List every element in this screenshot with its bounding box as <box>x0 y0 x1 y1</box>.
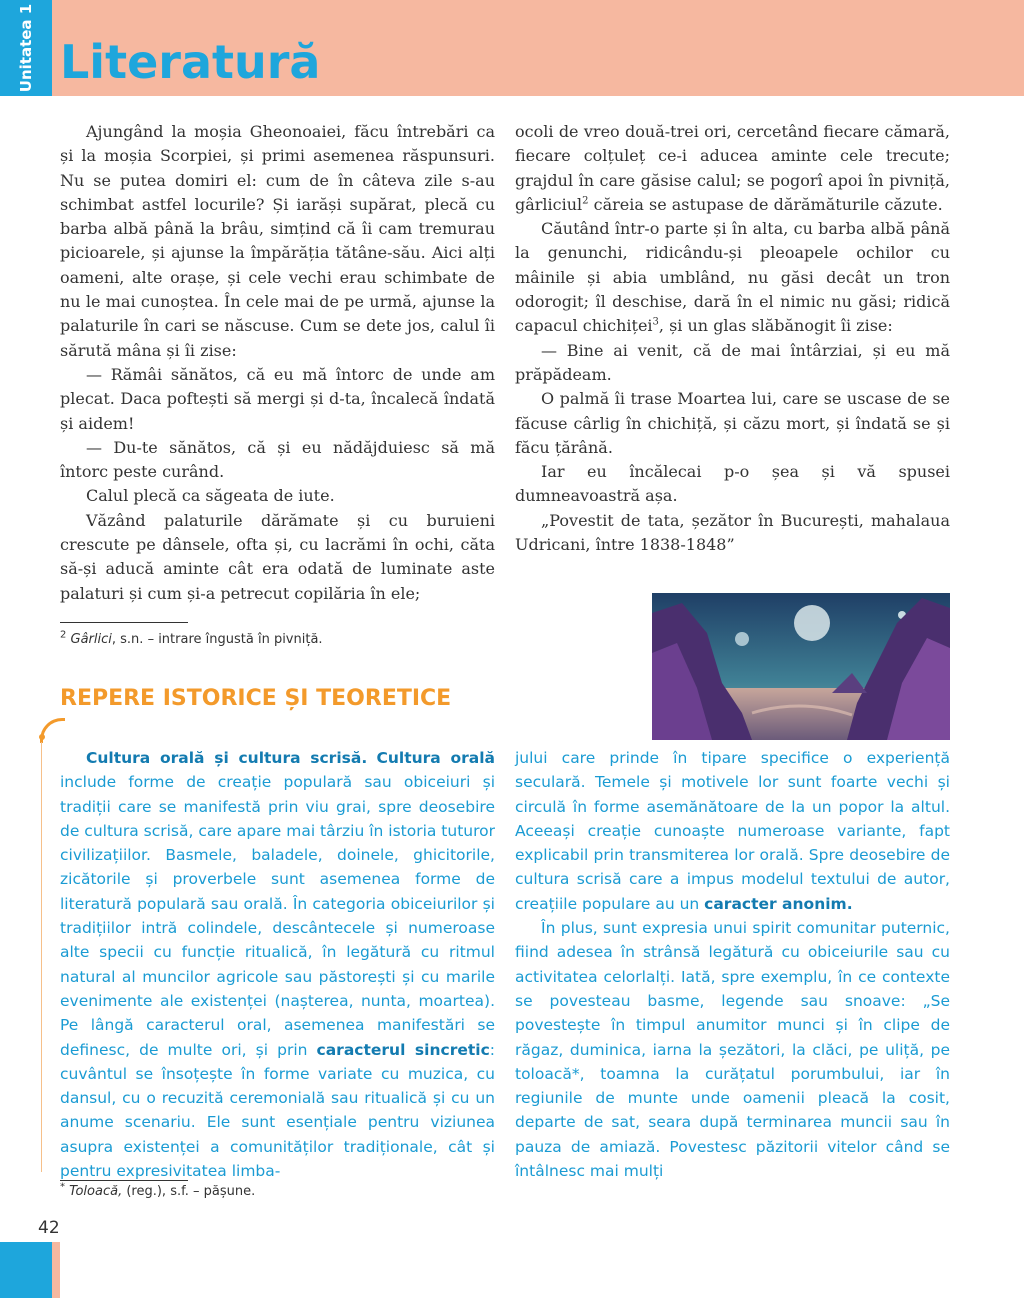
decorative-line <box>41 742 42 1172</box>
section-right-column <box>515 746 950 1183</box>
section-left-column <box>60 746 495 1183</box>
story-left-column <box>60 120 495 606</box>
page-number: 42 <box>38 1218 60 1238</box>
section-paragraph <box>60 746 495 1183</box>
footnote-rule <box>60 622 188 623</box>
footnote-text: , s.n. – intrare îngustă în pivniță. <box>111 632 323 647</box>
story-paragraph <box>515 217 950 338</box>
bold-term: Cultura orală <box>376 749 495 767</box>
footnote <box>60 629 323 647</box>
story-paragraph: — Bine ai venit, că de mai întârziai, și eu mă prăpădeam. <box>515 340 950 384</box>
footnote-term: Toloacă, <box>69 1184 123 1199</box>
story-paragraph: — Rămâi sănătos, că eu mă întorc de unde am plecat. Daca poftești să mergi și d-ta, încalecă îndată și aidem! <box>60 364 495 433</box>
footnote-number: 2 <box>60 629 67 641</box>
story-paragraph: Iar eu încălecai p-o șea și vă spusei dumneavoastră așa. <box>515 462 950 506</box>
story-paragraph: Calul plecă ca săgeata de iute. <box>86 486 335 506</box>
story-paragraph: „Povestit de tata, șezător în București, mahalaua Udricani, între 1838-1848” <box>515 510 950 555</box>
story-paragraph: Văzând palaturile dărămate și cu buruieni crescute pe dânsele, ofta și, cu lacrămi în ochi, căta să-și aducă aminte cât era odată de luminate aste palaturi și cum și-a petrecut copilăria în ele; <box>60 510 495 603</box>
bold-term: caracter anonim. <box>704 894 853 913</box>
section-heading: REPERE ISTORICE ȘI TEORETICE <box>60 686 452 711</box>
unit-label: Unitatea 1 <box>17 3 35 93</box>
section-text: jului care prinde în tipare specifice o experiență seculară. Temele și motivele lor sunt foarte vechi și circulă în forme asemănătoare de la un popor la altul. Aceeași creație cunoaște numeroase variante, fapt explicabil prin transmiterea lor orală. Spre deosebire de cultura scrisă care a impus modelul textului de autor, creațiile populare au un <box>515 749 950 913</box>
story-right-column <box>515 120 950 557</box>
footnote-ref: 2 <box>582 195 589 207</box>
corner-bar-accent <box>52 1242 60 1298</box>
footnote-ref: 3 <box>652 317 659 329</box>
section-text: include forme de creație populară sau obiceiuri și tradiții care se manifestă prin viu grai, spre deosebire de cultura scrisă, care apare mai târziu în istoria tuturor civilizațiilor. Basmele, baladele, doinele, ghicitorile, zicătorile și proverbele sunt asemenea forme de literatură populară sau orală. În categoria obiceiurilor și tradițiilor intră colindele, descântecele și numeroase alte specii cu funcție ritualică, în legătură cu ritmul natural al muncilor agricole sau păstorești și cu marile evenimente ale existenței (nașterea, nunta, moartea). Pe lângă caracterul oral, asemenea manifestări se definesc, de multe ori, și prin <box>60 773 495 1059</box>
story-text: căreia se astupase de dărămăturile căzute. <box>588 194 943 214</box>
story-text: ocoli de vreo două-trei ori, cercetând fiecare cămară, fiecare colțuleț ce-i aducea aminte cele trecute; grajdul în care găsise calul; se pogorî apoi în pivniță, gârliciul <box>515 122 950 214</box>
decorative-dot <box>39 734 45 740</box>
story-text: , și un glas slăbănogit îi zise: <box>658 316 893 336</box>
story-paragraph: Ajungând la moșia Gheonoaiei, făcu întrebări ca și la moșia Scorpiei, și primi asemenea răspunsuri. Nu se putea domiri el: cum de în câteva zile s-au schimbat astfel locurile? Și iarăși supărat, plecă cu barba albă până la brâu, simțind că îi cam tremurau picioarele, și ajunse la împărăția tătâne-său. Aici alți oameni, alte orașe, și cele vechi erau schimbate de nu le mai cunoștea. În cele mai de pe urmă, ajunse la palaturile în cari se născuse. Cum se dete jos, calul îi sărută mâna și îi zise: <box>60 122 495 360</box>
footnote-term: Gârlici <box>70 632 112 647</box>
footnote-rule <box>60 1180 188 1181</box>
story-paragraph: O palmă îi trase Moartea lui, care se uscase de se făcuse cârlig în chichiță, și căzu mort, și îndată se și făcu țărână. <box>515 389 950 457</box>
page-title: Literatură <box>60 35 321 89</box>
story-paragraph: — Du-te sănătos, că și eu nădăjduiesc să mă întorc peste curând. <box>60 437 495 482</box>
bold-term: Cultura orală și cultura scrisă. <box>86 749 368 767</box>
fantasy-landscape-illustration <box>652 593 950 740</box>
footnote-mark: * <box>60 1181 65 1193</box>
story-text: Căutând într-o parte și în alta, cu barba albă până la genunchi, ridicându-și pleoapele ochilor cu mâinile și abia umblând, nu găsi decât un tron odorogit; îl deschise, dară în el nimic nu găsi; ridică capacul chichiței <box>515 219 950 336</box>
story-paragraph <box>515 120 950 217</box>
section-text: : cuvântul se însoțește în forme variate cu muzica, cu dansul, cu o recuzită ceremonială sau ritualică și cu un anume scenariu. Ele sunt esențiale pentru viziunea asupra existenței a comunităților tradiționale, cât și pentru expresivitatea limba- <box>60 1040 495 1181</box>
corner-bar <box>0 1242 52 1298</box>
section-paragraph <box>515 746 950 916</box>
footnote <box>60 1181 256 1199</box>
bold-term: caracterul sincretic <box>316 1040 490 1059</box>
unit-tab <box>0 0 52 96</box>
section-paragraph: În plus, sunt expresia unui spirit comunitar puternic, fiind adesea în strânsă legătură cu obiceiurile sau cu activitatea celorlalți. Iată, spre exemplu, în ce contexte se povesteau basme, legende sau snoave: „Se povestește în timpul anumitor munci și în clipe de răgaz, duminica, iarna la șezători, la clăci, pe uliță, pe toloacă*, toamna la curățatul porumbului, iar în regiunile de munte unde oamenii pleacă la cosit, departe de sat, seara după terminarea muncii sau în pauza de amiază. Povestesc păzitorii vitelor când se întâlnesc mai mulți <box>515 919 950 1181</box>
footnote-text: (reg.), s.f. – pășune. <box>122 1184 256 1199</box>
